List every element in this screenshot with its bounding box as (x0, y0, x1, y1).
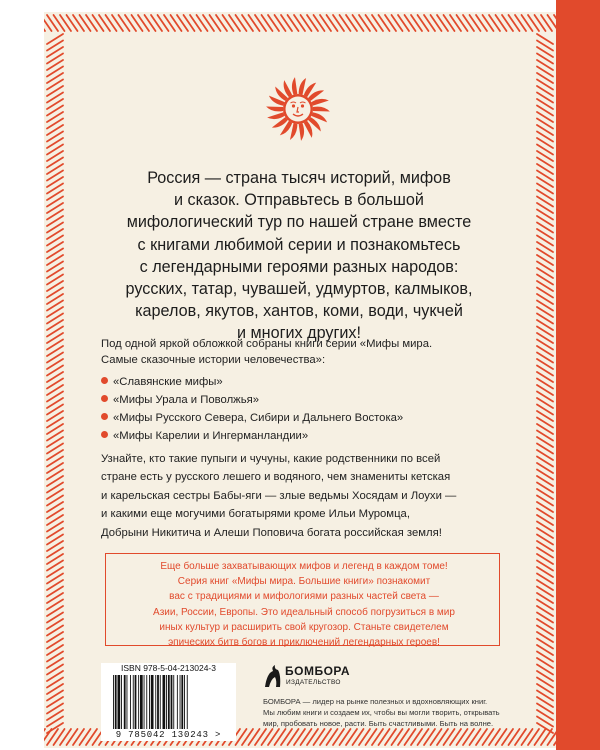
publisher-description (263, 696, 523, 730)
promo-line: эпических битв богов и приключений легендарных героев! (168, 637, 440, 649)
intro-line: с легендарными героями разных народов: (139, 257, 459, 276)
list-item (101, 427, 403, 445)
intro-line: и сказок. Отправьтесь в большой (174, 191, 424, 210)
promo-text (114, 559, 494, 650)
body-line: Добрыни Никитича и Алеши Поповича богата российская земля! (101, 526, 442, 539)
body-line: Узнайте, кто такие пупыги и чучуны, какие родственники по всей (101, 453, 441, 465)
publisher-subtitle: ИЗДАТЕЛЬСТВО (286, 679, 341, 686)
book-back-cover (44, 12, 556, 748)
intro-text (84, 167, 514, 345)
bullet-icon (101, 413, 108, 420)
bullet-icon (101, 395, 108, 402)
publisher-logo (263, 663, 351, 689)
body-line: и какими еще могучими богатырями кроме Ильи Муромца, (101, 508, 410, 521)
isbn-label: ISBN 978-5-04-213024-3 (121, 663, 216, 673)
barcode-icon (111, 675, 226, 729)
body-line: и карельская сестры Бабы-яги — злые ведьмы Хосядам и Лоухи — (101, 489, 457, 502)
publisher-line: БОМБОРА — лидер на рынке полезных и вдохновляющих книг. (263, 697, 488, 706)
bullet-icon (101, 431, 108, 438)
bullet-icon (101, 377, 108, 384)
publisher-name: БОМБОРА (285, 664, 351, 678)
book-title: «Мифы Урала и Поволжья» (113, 394, 259, 406)
publisher-line: мир, пробовать новое, расти. Быть счастливыми. Быть на волне. (263, 719, 494, 729)
series-line: Под одной яркой обложкой собраны книги серии «Мифы мира. (101, 338, 433, 350)
book-title: «Мифы Карелии и Ингерманландии» (113, 430, 309, 442)
series-description (101, 336, 432, 369)
intro-line: русских, татар, чувашей, удмуртов, калмыков, (125, 280, 473, 299)
promo-box (105, 553, 500, 649)
book-title: «Славянские мифы» (113, 376, 223, 388)
sun-face-icon (263, 74, 333, 144)
promo-line: иных культур и расширить свой кругозор. Станьте свидетелем (159, 621, 449, 633)
promo-line: Серия книг «Мифы мира. Большие книги» познакомит (177, 576, 431, 588)
promo-line: вас с традициями и мифологиями разных частей света — (169, 591, 439, 603)
intro-line: Россия — страна тысяч историй, мифов (147, 169, 451, 187)
intro-line: карелов, якутов, хантов, коми, води, чукчей (135, 302, 463, 321)
intro-line: с книгами любимой серии и познакомьтесь (137, 235, 461, 254)
barcode-digits: 9 785042 130243 > (115, 730, 222, 740)
barcode-block (101, 663, 236, 741)
body-line: стране есть у русского лешего и водяного, чем знамениты кетская (101, 471, 451, 484)
intro-line: мифологический тур по нашей стране вместе (126, 213, 472, 232)
series-line: Самые сказочные истории человечества»: (101, 354, 326, 367)
list-item (101, 391, 403, 409)
promo-line: Азии, России, Европы. Это идеальный способ погрузиться в мир (153, 606, 455, 618)
list-item (101, 373, 403, 391)
bombora-logo-icon (263, 663, 283, 689)
promo-line: Еще больше захватывающих мифов и легенд в каждом томе! (160, 561, 448, 572)
publisher-line: Мы любим книги и создаем их, чтобы вы могли творить, открывать (263, 708, 500, 718)
spine-edge (556, 0, 600, 750)
body-text (101, 450, 456, 542)
series-book-list (101, 373, 403, 445)
intro-line: и многих других! (236, 324, 362, 343)
list-item (101, 409, 403, 427)
book-title: «Мифы Русского Севера, Сибири и Дальнего Востока» (113, 412, 404, 424)
